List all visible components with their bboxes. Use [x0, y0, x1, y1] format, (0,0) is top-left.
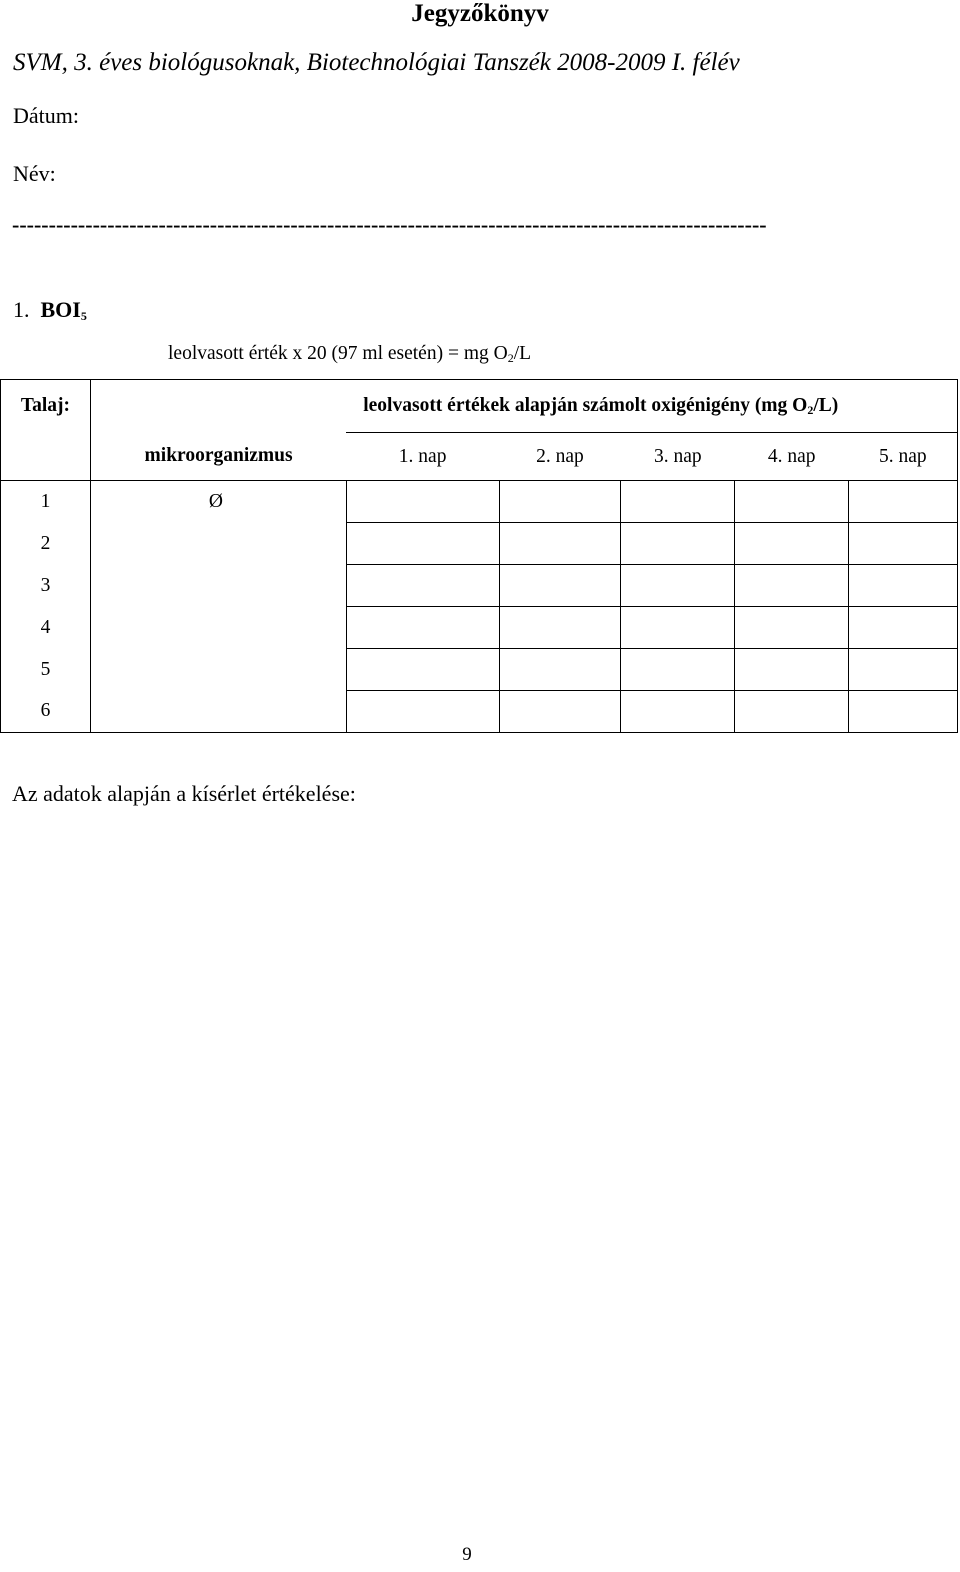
talaj-row	[1, 380, 958, 433]
oxygen-demand-header: leolvasott értékek alapján számolt oxigénigény (mg $O_2/L$)	[346, 380, 957, 433]
value-cell[interactable]	[346, 607, 499, 649]
micro-cell[interactable]: Ø	[90, 481, 346, 523]
row-number: 5	[1, 649, 91, 691]
value-cell[interactable]	[621, 565, 735, 607]
col-day-4: 4. nap	[735, 433, 849, 481]
header-row	[1, 433, 958, 481]
value-cell[interactable]	[735, 565, 849, 607]
table-row	[1, 481, 958, 523]
name-label: Név:	[13, 161, 56, 186]
page-number: 9	[462, 1544, 472, 1565]
results-table	[0, 379, 958, 733]
col-micro-header: mikroorganizmus	[90, 433, 346, 481]
row-number: 2	[1, 523, 91, 565]
value-cell[interactable]	[849, 565, 958, 607]
evaluation-label: Az adatok alapján a kísérlet értékelése:	[12, 781, 356, 806]
micro-cell[interactable]	[90, 523, 346, 565]
value-cell[interactable]	[621, 523, 735, 565]
section-heading	[13, 296, 87, 330]
separator-line: -------------------------------------------------------------------------------------------------------	[12, 212, 767, 237]
table-row	[1, 523, 958, 565]
value-cell[interactable]	[499, 607, 621, 649]
col-day-3: 3. nap	[621, 433, 735, 481]
row-number: 4	[1, 607, 91, 649]
value-cell[interactable]	[849, 691, 958, 733]
value-cell[interactable]	[849, 523, 958, 565]
value-cell[interactable]	[621, 607, 735, 649]
value-cell[interactable]	[499, 691, 621, 733]
value-cell[interactable]	[735, 607, 849, 649]
value-cell[interactable]	[346, 691, 499, 733]
table-row	[1, 607, 958, 649]
table-row	[1, 691, 958, 733]
value-cell[interactable]	[499, 481, 621, 523]
col-day-1: 1. nap	[346, 433, 499, 481]
talaj-label: Talaj:	[1, 380, 91, 433]
talaj-value-cell[interactable]	[90, 380, 346, 433]
table-row	[1, 649, 958, 691]
value-cell[interactable]	[621, 691, 735, 733]
value-cell[interactable]	[621, 481, 735, 523]
formula-line: leolvasott érték x 20 (97 ml esetén) = mg $O_2/L$	[168, 343, 532, 365]
col-day-5: 5. nap	[849, 433, 958, 481]
section-number: 1.	[13, 297, 30, 322]
value-cell[interactable]	[346, 565, 499, 607]
micro-cell[interactable]	[90, 607, 346, 649]
micro-cell[interactable]	[90, 565, 346, 607]
micro-cell[interactable]	[90, 691, 346, 733]
value-cell[interactable]	[621, 649, 735, 691]
value-cell[interactable]	[346, 481, 499, 523]
row-number: 1	[1, 481, 91, 523]
header-num-cell	[1, 433, 91, 481]
date-label: Dátum:	[13, 103, 79, 128]
section-title: $BOI_5$	[40, 297, 87, 323]
value-cell[interactable]	[346, 649, 499, 691]
value-cell[interactable]	[499, 523, 621, 565]
value-cell[interactable]	[735, 523, 849, 565]
table-row	[1, 565, 958, 607]
value-cell[interactable]	[499, 649, 621, 691]
row-number: 3	[1, 565, 91, 607]
value-cell[interactable]	[849, 607, 958, 649]
col-day-2: 2. nap	[499, 433, 621, 481]
value-cell[interactable]	[346, 523, 499, 565]
row-number: 6	[1, 691, 91, 733]
micro-cell[interactable]	[90, 649, 346, 691]
value-cell[interactable]	[849, 649, 958, 691]
page-title: Jegyzőkönyv	[411, 0, 549, 27]
value-cell[interactable]	[849, 481, 958, 523]
value-cell[interactable]	[735, 691, 849, 733]
course-line: SVM, 3. éves biológusoknak, Biotechnológiai Tanszék 2008-2009 I. félév	[13, 49, 740, 76]
value-cell[interactable]	[735, 649, 849, 691]
value-cell[interactable]	[735, 481, 849, 523]
value-cell[interactable]	[499, 565, 621, 607]
